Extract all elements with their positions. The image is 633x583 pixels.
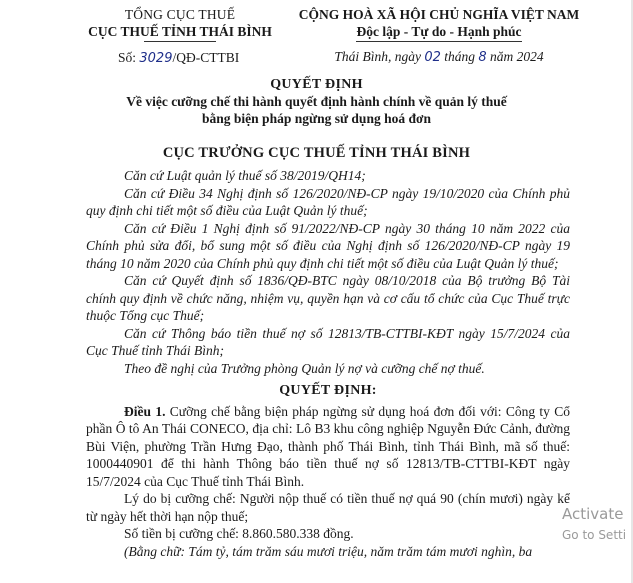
national-motto: Độc lập - Tự do - Hạnh phúc [356,23,521,42]
document-number [80,49,280,67]
legal-basis-2: Căn cứ Điều 34 Nghị định số 126/2020/NĐ-CP ngày 19/10/2020 của Chính phủ quy định chi tiết một số điều của Luật Quản lý thuế; [86,185,570,218]
header-rule [144,41,216,42]
subject-line-2: bằng biện pháp ngừng sử dụng hoá đơn [202,111,431,126]
enforcement-reason: Lý do bị cưỡng chế: Người nộp thuế có tiền thuế nợ quá 90 (chín mươi) ngày kể từ ngày hết thời hạn nộp thuế; [86,491,570,524]
article-1-text: Cưỡng chế bằng biện pháp ngừng sử dụng hoá đơn đối với: Công ty Cổ phần Ô tô An Thái CONECO, địa chỉ: Lô B3 khu công nghiệp Nguyễn Đức Cảnh, đường Bùi Viện, phường Trần Hưng Đạo, thành phố Thái Bình, tỉnh Thái Bình, mã số thuế: 1000440901 để thi hành Thông báo tiền thuế nợ số 12813/TB-CTTBI-KĐT ngày 15/7/2024 của Cục Thuế tỉnh Thái Bình. [86,403,571,489]
country-name: CỘNG HOÀ XÃ HỘI CHỦ NGHĨA VIỆT NAM [298,7,580,22]
issuing-agency-block [80,6,280,67]
handwritten-number: 3029 [139,51,173,66]
watermark-line-2: Go to Setti [562,528,627,542]
month-prefix: tháng [440,49,479,64]
legal-basis-3: Căn cứ Điều 1 Nghị định số 91/2022/NĐ-CP ngày 30 tháng 10 năm 2022 của Chính phủ sửa đổi, bổ sung một số điều của Nghị định số 126/2020/NĐ-CP ngày 19 tháng 10 năm 2020 của Chính phủ quy định chi tiết một số điều của Luật Quản lý thuế; [86,220,570,271]
decides-heading: QUYẾT ĐỊNH: [279,383,377,398]
year-text: năm 2024 [486,49,544,64]
document-body [86,167,570,560]
enforcement-amount: Số tiền bị cưỡng chế: 8.860.580.338 đồng. [124,526,354,541]
legal-basis-6: Theo đề nghị của Trưởng phòng Quản lý nợ và cưỡng chế nợ thuế. [124,360,485,376]
director-title: CỤC TRƯỞNG CỤC THUẾ TỈNH THÁI BÌNH [162,145,471,161]
article-1-label: Điều 1. [124,403,166,419]
legal-basis-5: Căn cứ Thông báo tiền thuế nợ số 12813/TB-CTTBI-KĐT ngày 15/7/2024 của Cục Thuế tỉnh Thái Bình; [86,325,570,358]
national-header-block [296,6,582,66]
number-suffix: /QĐ-CTTBI [172,50,240,65]
legal-basis-4: Căn cứ Quyết định số 1836/QĐ-BTC ngày 08/10/2018 của Bộ trưởng Bộ Tài chính quy định về chức năng, nhiệm vụ, quyền hạn và cơ cấu tổ chức của Cục Thuế trực thuộc Tổng cục Thuế; [86,273,570,323]
handwritten-month: 8 [478,50,487,65]
issuing-department: CỤC THUẾ TỈNH THÁI BÌNH [88,24,272,39]
date-prefix: Thái Bình, ngày [334,49,425,64]
handwritten-day: 02 [424,50,441,65]
legal-basis-1: Căn cứ Luật quản lý thuế số 38/2019/QH14; [124,168,366,183]
decision-title: QUYẾT ĐỊNH [270,77,363,92]
subject-line-1: Về việc cưỡng chế thi hành quyết định hành chính về quản lý thuế [126,94,507,109]
amount-in-words: (Bằng chữ: Tám tỷ, tám trăm sáu mươi triệu, năm trăm tám mươi nghìn, ba [124,543,533,559]
decision-subject [0,93,633,127]
parent-agency: TỔNG CỤC THUẾ [124,7,236,22]
activation-watermark [562,504,626,546]
number-prefix: Số: [118,50,140,65]
article-1 [86,403,570,491]
watermark-line-1: Activate [562,505,624,523]
issue-date [296,48,582,66]
